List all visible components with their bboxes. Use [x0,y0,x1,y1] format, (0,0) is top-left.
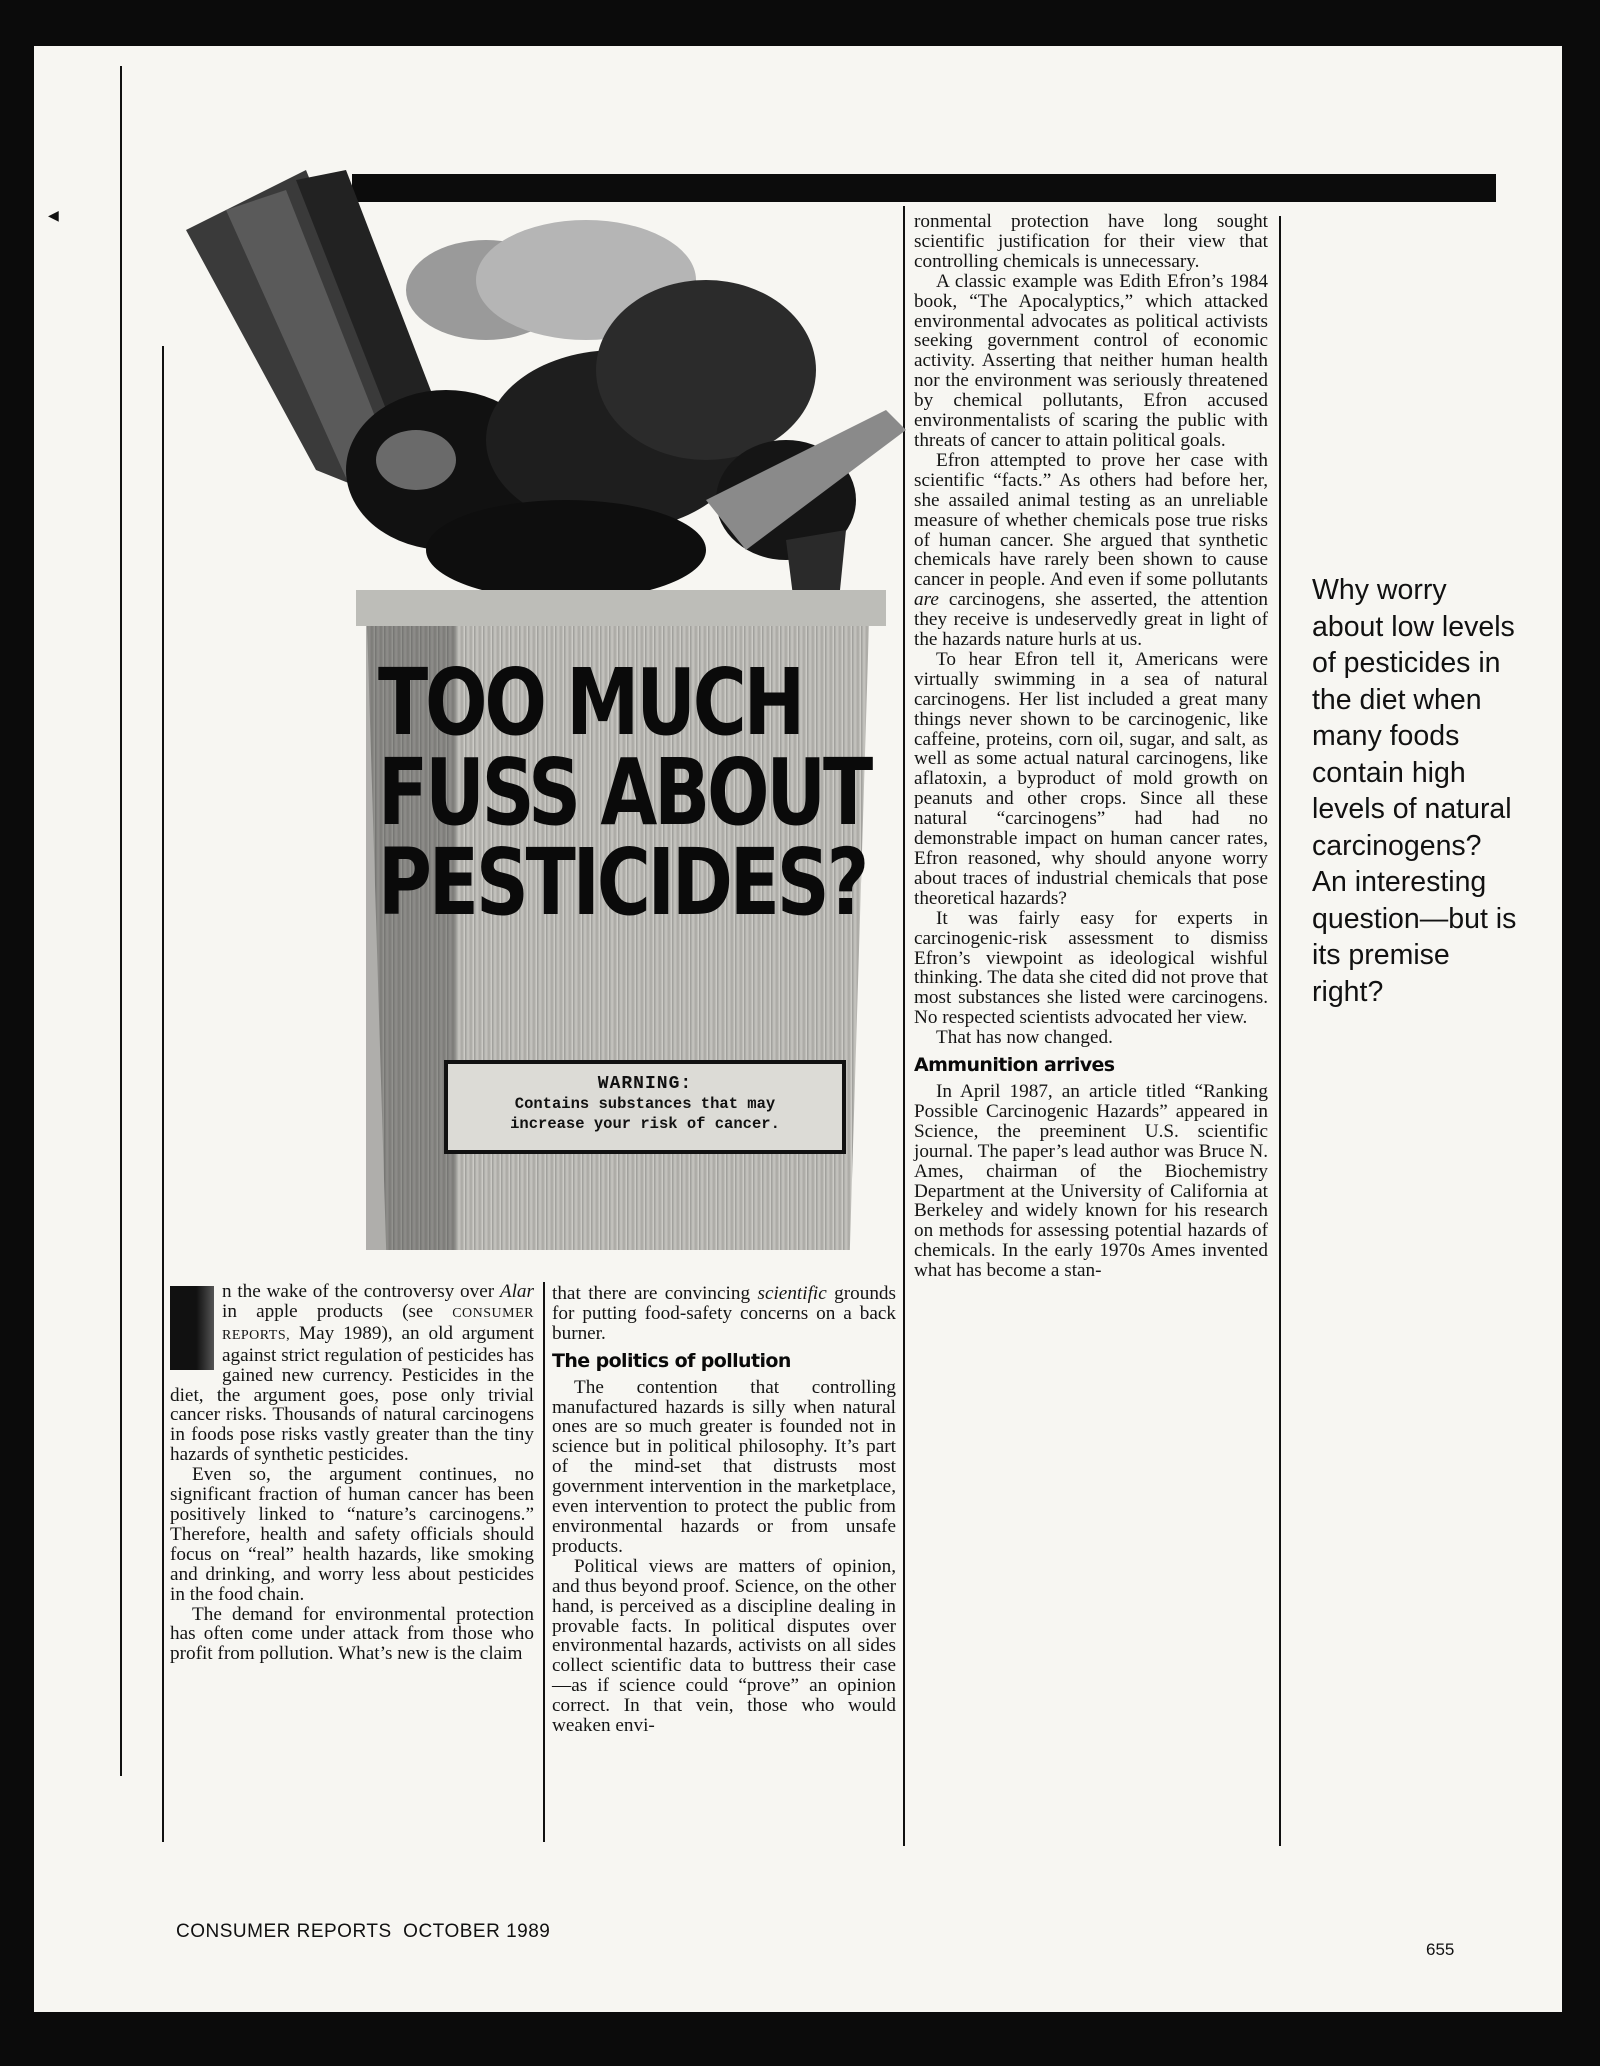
paragraph: The demand for environmental protection has often come under attack from those who profit from pollution. What’s new is the claim [170,1603,534,1665]
paragraph: That has now changed. [936,1027,1113,1049]
headline-line-3: PESTICIDES? [378,829,867,937]
lead-paragraph [170,1282,534,1465]
source-name: CONSUMER REPORTS, [222,1305,534,1343]
grocery-bag-illustration [146,170,986,1260]
paragraph: The contention that controlling manufactured hazards is silly when natural ones are so much greater is founded not in science but in political philosophy. It’s part of the mind-set that distrusts most government intervention in the marketplace, even intervention to protect the public from environmental hazards or from unsafe products. [552,1376,896,1557]
paragraph: It was fairly easy for experts in carcinogenic-risk assessment to dismiss Efron’s viewpoint as ideological wishful thinking. The data she cited did not prove that most substances she listed were carcinogens. No respected scientists advocated her view. [914,907,1268,1029]
paragraph-text: that there are convincing [552,1283,751,1304]
warning-line-1: Contains substances that may [514,1095,776,1113]
paragraph: To hear Efron tell it, Americans were virtually swimming in a sea of natural carcinogens. Her list included a great many things never shown to be carcinogenic, like caffeine, proteins, corn oil, sugar, and salt, as well as some actual natural carcinogens, like aflatoxin, a byproduct of mold growth on peanuts and other crops. Since all these natural “carcinogens” had had no demonstrable impact on human cancer rates, Efron reasoned, why should anyone worry about traces of industrial chemicals that pose theoretical hazards? [914,648,1268,909]
headline-line-2: FUSS ABOUT [378,739,870,847]
paragraph: Even so, the argument continues, no significant fraction of human cancer has been positively linked to “nature’s carcinogens.” Therefore, health and safety officials should focus on “real” health hazards, like smoking and drinking, and worry less about pesticides in the food chain. [170,1464,534,1605]
warning-line-2: increase your risk of cancer. [510,1115,780,1133]
paragraph-italic: are [914,589,939,611]
subhead-ammunition-arrives: Ammunition arrives [914,1054,1115,1077]
article-column-3 [914,212,1268,1281]
headline-line-1: TOO MUCH [378,649,802,756]
paragraph: ronmental protection have long sought scientific justification for their view that controlling chemicals is unnecessary. [914,211,1268,272]
subhead-politics-of-pollution: The politics of pollution [552,1349,791,1372]
paragraph: In April 1987, an article titled “Ranking Possible Carcinogenic Hazards” appeared in Science, the preeminent U.S. scientific journal. The paper’s lead author was Bruce N. Ames, chairman of the Biochemistry Department at the University of California at Berkeley and widely known for his research on methods for assessing potential hazards of chemicals. In the early 1970s Ames invented what has become a stan- [914,1080,1268,1282]
magazine-page [34,46,1562,2012]
lead-text: n the wake of the controversy over [222,1281,495,1302]
paragraph-text: carcinogens, she asserted, the attention they receive is undeservedly great in light of the hazards nature hurls at us. [914,589,1268,651]
paragraph-text: grounds for putting food-safety concerns on a back burner. [552,1283,896,1344]
left-margin-rule [120,66,122,1776]
article-column-2 [552,1284,896,1736]
article-column-1 [170,1282,534,1664]
page-number: 655 [1426,1940,1455,1959]
paragraph [914,451,1268,650]
paragraph [552,1284,896,1344]
column-rule-3 [1279,216,1281,1846]
paragraph-italic: scientific [757,1283,827,1304]
paper-bag-rim [356,590,886,626]
publication-footer: CONSUMER REPORTS OCTOBER 1989 [176,1921,551,1942]
lead-italic: Alar [499,1281,534,1302]
paragraph: A classic example was Edith Efron’s 1984 book, “The Apocalyptics,” which attacked environmental advocates as political activists seeking government control of economic activity. Asserting that neither human health nor the environment was seriously threatened by chemical pollutants, Efron accused environmentalists of scaring the public with threats of cancer to attain political goals. [914,270,1268,451]
column-rule-1 [543,1282,545,1842]
paragraph-text: Efron attempted to prove her case with scientific “facts.” As others had before her, she assailed animal testing as an unreliable measure of whether chemicals pose true risks of human cancer. She argued that synthetic chemicals have rarely been shown to cause cancer in people. And even if some pollutants [914,449,1268,591]
warning-text [448,1094,842,1134]
warning-title: WARNING: [597,1074,693,1094]
drop-cap [170,1286,214,1370]
lead-text-end: May 1989), an old argument against strict regulation of pesticides has gained new currency. Pesticides in the diet, the argument goes, pose only trivial cancer risks. Thousands of natural carcinogens in foods pose risks vastly greater than the tiny hazards of synthetic pesticides. [170,1322,535,1466]
vegetables-graphic [146,170,986,630]
warning-label [444,1060,846,1154]
article-headline [378,649,870,937]
pull-quote: Why worry about low levels of pesticides in the diet when many foods contain high levels of natural carcinogens? An interesting question—but is its premise right? [1312,574,1517,1008]
margin-arrow-icon: ◀ [48,209,59,224]
paragraph: Political views are matters of opinion, and thus beyond proof. Science, on the other hand, is perceived as a discipline dealing in provable facts. In political disputes over environmental hazards, activists on all sides collect scientific data to buttress their case—as if science could “prove” an opinion correct. In that vein, those who would weaken envi- [552,1555,896,1737]
lead-text-rest: in apple products (see [222,1300,434,1322]
